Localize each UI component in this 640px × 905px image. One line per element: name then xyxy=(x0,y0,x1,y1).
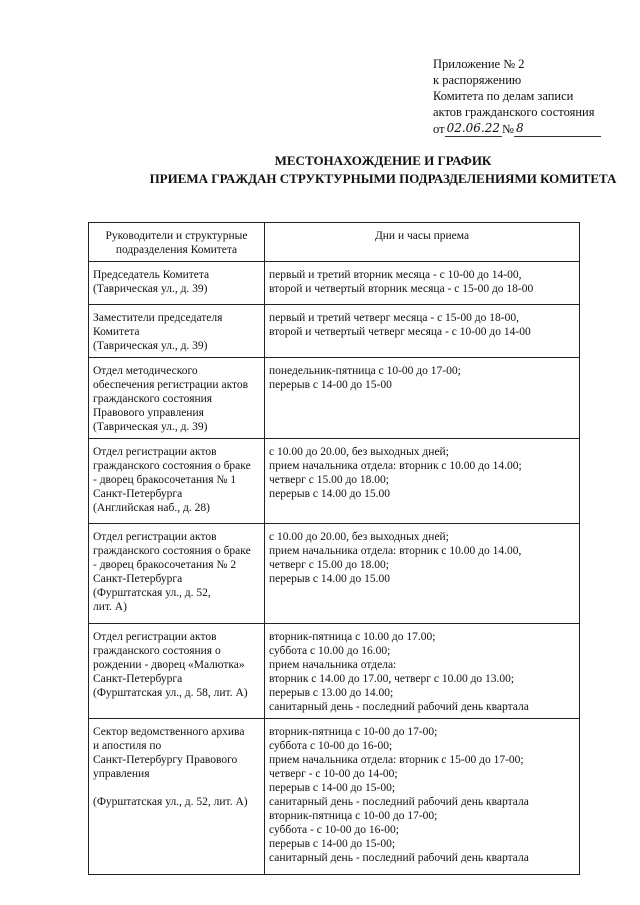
unit-line: (Фурштатская ул., д. 58, лит. А) xyxy=(93,687,248,699)
unit-line: лит. А) xyxy=(93,601,127,613)
header-units: Руководители и структурные подразделения Комитета xyxy=(89,223,265,262)
hours-line: прием начальника отдела: xyxy=(269,659,397,671)
handwritten-date: 02.06.22 xyxy=(446,121,500,135)
hours-cell xyxy=(265,262,580,305)
hours-line: с 10.00 до 20.00, без выходных дней; xyxy=(269,446,449,458)
unit-cell xyxy=(89,719,265,875)
hours-line: суббота - с 10-00 до 16-00; xyxy=(269,824,399,836)
hours-line: второй и четвертый вторник месяца - с 15-00 до 18-00 xyxy=(269,283,534,295)
signature-line xyxy=(526,124,601,137)
unit-line: Отдел регистрации актов xyxy=(93,531,217,543)
table-row xyxy=(89,358,580,439)
unit-line: (Фурштатская ул., д. 52, xyxy=(93,587,211,599)
hours-line: суббота с 10.00 до 16.00; xyxy=(269,645,391,657)
hours-line: вторник-пятница с 10-00 до 17-00; xyxy=(269,726,438,738)
unit-line: гражданского состояния xyxy=(93,393,213,405)
appendix-line: Приложение № 2 xyxy=(433,57,525,71)
hours-line: четверг с 15.00 до 18.00; xyxy=(269,559,389,571)
schedule-table xyxy=(88,222,580,875)
hours-line: вторник с 14.00 до 17.00, четверг с 10.00 до 13.00; xyxy=(269,673,515,685)
hours-cell xyxy=(265,719,580,875)
unit-cell xyxy=(89,262,265,305)
hours-line: второй и четвертый четверг месяца - с 10-00 до 14-00 xyxy=(269,326,531,338)
hours-line: перерыв с 14-00 до 15-00; xyxy=(269,838,396,850)
appendix-line: актов гражданского состояния xyxy=(433,105,595,119)
unit-line: рождении - дворец «Малютка» xyxy=(93,659,245,671)
unit-cell xyxy=(89,524,265,624)
hours-line: прием начальника отдела: вторник с 10.00 до 14.00, xyxy=(269,545,522,557)
unit-line: Санкт-Петербургу Правового xyxy=(93,754,238,766)
unit-line xyxy=(93,781,260,795)
unit-line: обеспечения регистрации актов xyxy=(93,379,249,391)
hours-cell xyxy=(265,439,580,524)
unit-line: Правового управления xyxy=(93,407,204,419)
unit-cell xyxy=(89,624,265,719)
unit-cell xyxy=(89,305,265,358)
hours-cell xyxy=(265,305,580,358)
unit-line: Отдел методического xyxy=(93,365,198,377)
hours-line: перерыв с 14.00 до 15.00 xyxy=(269,488,390,500)
handwritten-number: 8 xyxy=(515,121,524,135)
unit-line: (Английская наб., д. 28) xyxy=(93,502,210,514)
unit-line: (Таврическая ул., д. 39) xyxy=(93,421,208,433)
table-row xyxy=(89,624,580,719)
appendix-line: к распоряжению xyxy=(433,73,522,87)
unit-line: Отдел регистрации актов xyxy=(93,446,217,458)
title-line-1: МЕСТОНАХОЖДЕНИЕ И ГРАФИК xyxy=(274,153,492,168)
unit-line: гражданского состояния о браке xyxy=(93,460,251,472)
hours-line: санитарный день - последний рабочий день квартала xyxy=(269,796,529,808)
hours-cell xyxy=(265,624,580,719)
hours-line: первый и третий вторник месяца - с 10-00 до 14-00, xyxy=(269,269,522,281)
appendix-date-number xyxy=(433,120,601,137)
unit-line: Санкт-Петербурга xyxy=(93,573,183,585)
hours-cell xyxy=(265,358,580,439)
hours-line: прием начальника отдела: вторник с 10.00 до 14.00; xyxy=(269,460,522,472)
hours-line: с 10.00 до 20.00, без выходных дней; xyxy=(269,531,449,543)
hours-line: перерыв с 14-00 до 15-00; xyxy=(269,782,396,794)
hours-cell xyxy=(265,524,580,624)
unit-line: и апостиля по xyxy=(93,740,162,752)
hours-line: перерыв с 14.00 до 15.00 xyxy=(269,573,390,585)
title-line-2: ПРИЕМА ГРАЖДАН СТРУКТУРНЫМИ ПОДРАЗДЕЛЕНИЯМИ КОМИТЕТА xyxy=(149,171,617,186)
unit-line: гражданского состояния о xyxy=(93,645,221,657)
hours-line: вторник-пятница с 10-00 до 17-00; xyxy=(269,810,438,822)
hours-line: санитарный день - последний рабочий день квартала xyxy=(269,852,529,864)
header-hours: Дни и часы приема xyxy=(265,223,580,262)
unit-line: (Таврическая ул., д. 39) xyxy=(93,340,208,352)
table-row xyxy=(89,305,580,358)
unit-cell xyxy=(89,358,265,439)
unit-line: (Таврическая ул., д. 39) xyxy=(93,283,208,295)
unit-line: Комитета xyxy=(93,326,140,338)
table-row xyxy=(89,524,580,624)
unit-line: - дворец бракосочетания № 1 xyxy=(93,474,237,486)
hours-line: вторник-пятница с 10.00 до 17.00; xyxy=(269,631,436,643)
unit-line: Председатель Комитета xyxy=(93,269,210,281)
hours-line: первый и третий четверг месяца - с 15-00 до 18-00, xyxy=(269,312,519,324)
unit-line: Сектор ведомственного архива xyxy=(93,726,245,738)
unit-line: Санкт-Петербурга xyxy=(93,488,183,500)
unit-line: Санкт-Петербурга xyxy=(93,673,183,685)
appendix-block xyxy=(433,56,601,137)
hours-line: четверг с 15.00 до 18.00; xyxy=(269,474,389,486)
hours-line: четверг - с 10-00 до 14-00; xyxy=(269,768,398,780)
hours-line: перерыв с 14-00 до 15-00 xyxy=(269,379,392,391)
unit-line: гражданского состояния о браке xyxy=(93,545,251,557)
unit-line: управления xyxy=(93,768,150,780)
table-row xyxy=(89,262,580,305)
hours-line: суббота с 10-00 до 16-00; xyxy=(269,740,393,752)
unit-line: (Фурштатская ул., д. 52, лит. А) xyxy=(93,796,248,808)
appendix-line: Комитета по делам записи xyxy=(433,89,574,103)
unit-line: Отдел регистрации актов xyxy=(93,631,217,643)
table-header-row xyxy=(89,223,580,262)
hours-line: перерыв с 13.00 до 14.00; xyxy=(269,687,394,699)
unit-cell xyxy=(89,439,265,524)
unit-line: Заместители председателя xyxy=(93,312,223,324)
hours-line: понедельник-пятница с 10-00 до 17-00; xyxy=(269,365,461,377)
hours-line: прием начальника отдела: вторник с 15-00 до 17-00; xyxy=(269,754,524,766)
date-prefix: от xyxy=(433,122,445,136)
hours-line: санитарный день - последний рабочий день квартала xyxy=(269,701,529,713)
number-prefix: № xyxy=(502,122,514,136)
unit-line: - дворец бракосочетания № 2 xyxy=(93,559,237,571)
document-title xyxy=(88,152,640,188)
table-row xyxy=(89,439,580,524)
table-row xyxy=(89,719,580,875)
